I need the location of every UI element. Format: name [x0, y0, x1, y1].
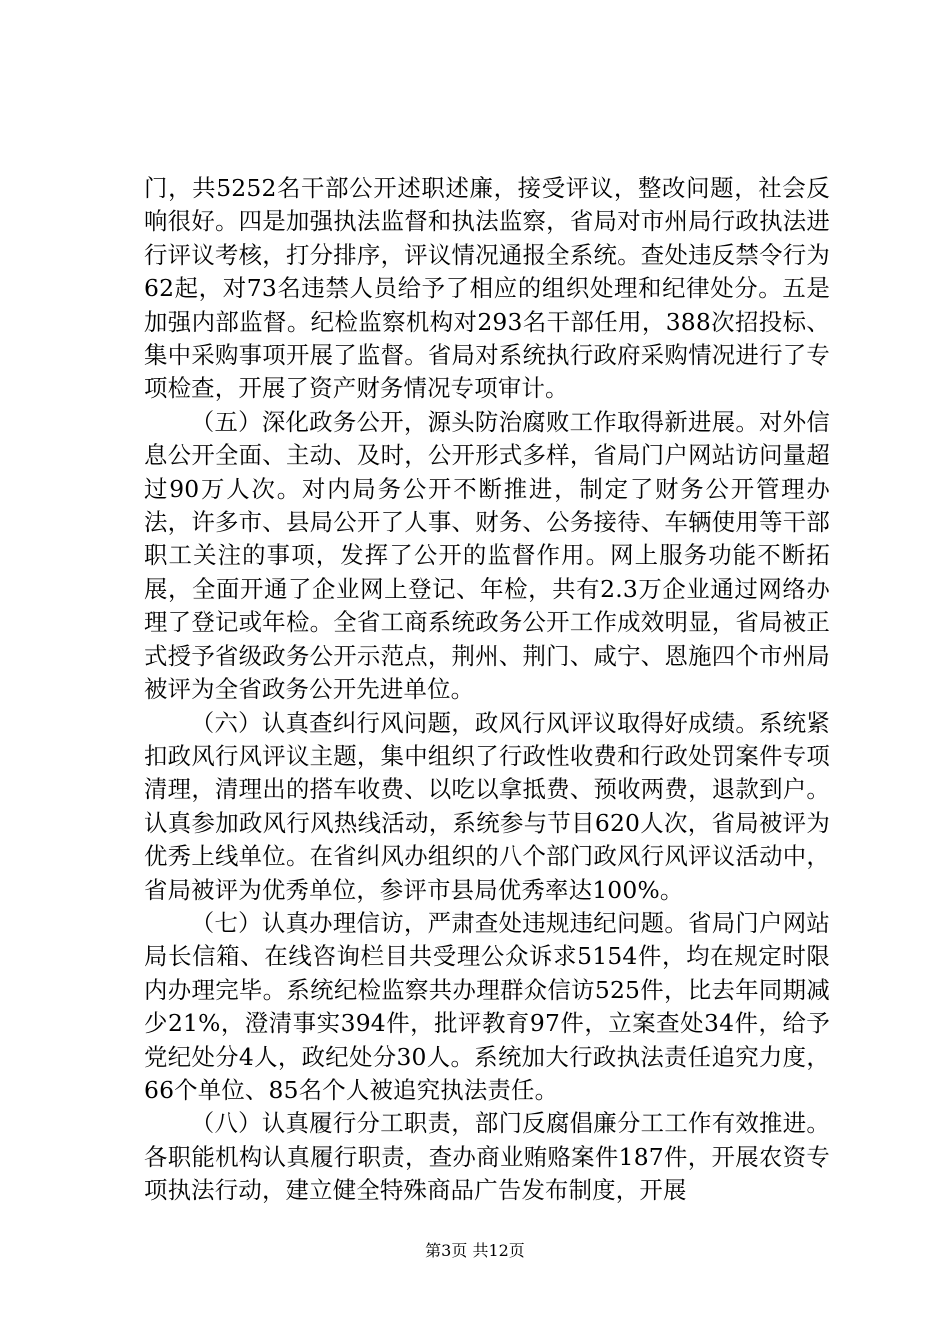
- document-body: [144, 172, 830, 1208]
- paragraph-continuation: 门，共5252名干部公开述职述廉，接受评议，整改问题，社会反响很好。四是加强执法监督和执法监察，省局对市州局行政执法进行评议考核，打分排序，评议情况通报全系统。查处违反禁令行为62起，对73名违禁人员给予了相应的组织处理和纪律处分。五是加强内部监督。纪检监察机构对293名干部任用，388次招投标、集中采购事项开展了监督。省局对系统执行政府采购情况进行了专项检查，开展了资产财务情况专项审计。: [144, 174, 830, 403]
- paragraph-section-7: （七）认真办理信访，严肃查处违规违纪问题。省局门户网站局长信箱、在线咨询栏目共受理公众诉求5154件，均在规定时限内办理完毕。系统纪检监察共办理群众信访525件，比去年同期减少21%，澄清事实394件，批评教育97件，立案查处34件，给予党纪处分4人，政纪处分30人。系统加大行政执法责任追究力度，66个单位、85名个人被追究执法责任。: [144, 908, 830, 1104]
- page-number-label: 第3页 共12页: [425, 1241, 525, 1260]
- paragraph-section-8: （八）认真履行分工职责，部门反腐倡廉分工工作有效推进。各职能机构认真履行职责，查办商业贿赂案件187件，开展农资专项执法行动，建立健全特殊商品广告发布制度，开展: [144, 1109, 830, 1205]
- page-footer: [0, 1241, 950, 1261]
- paragraph-section-6: （六）认真查纠行风问题，政风行风评议取得好成绩。系统紧扣政风行风评议主题，集中组织了行政性收费和行政处罚案件专项清理，清理出的搭车收费、以吃以拿抵费、预收两费，退款到户。认真参加政风行风热线活动，系统参与节目620人次，省局被评为优秀上线单位。在省纠风办组织的八个部门政风行风评议活动中，省局被评为优秀单位，参评市县局优秀率达100%。: [144, 708, 830, 904]
- paragraph-section-5: （五）深化政务公开，源头防治腐败工作取得新进展。对外信息公开全面、主动、及时，公开形式多样，省局门户网站访问量超过90万人次。对内局务公开不断推进，制定了财务公开管理办法，许多市、县局公开了人事、财务、公务接待、车辆使用等干部职工关注的事项，发挥了公开的监督作用。网上服务功能不断拓展，全面开通了企业网上登记、年检，共有2.3万企业通过网络办理了登记或年检。全省工商系统政务公开工作成效明显，省局被正式授予省级政务公开示范点，荆州、荆门、咸宁、恩施四个市州局被评为全省政务公开先进单位。: [144, 407, 830, 704]
